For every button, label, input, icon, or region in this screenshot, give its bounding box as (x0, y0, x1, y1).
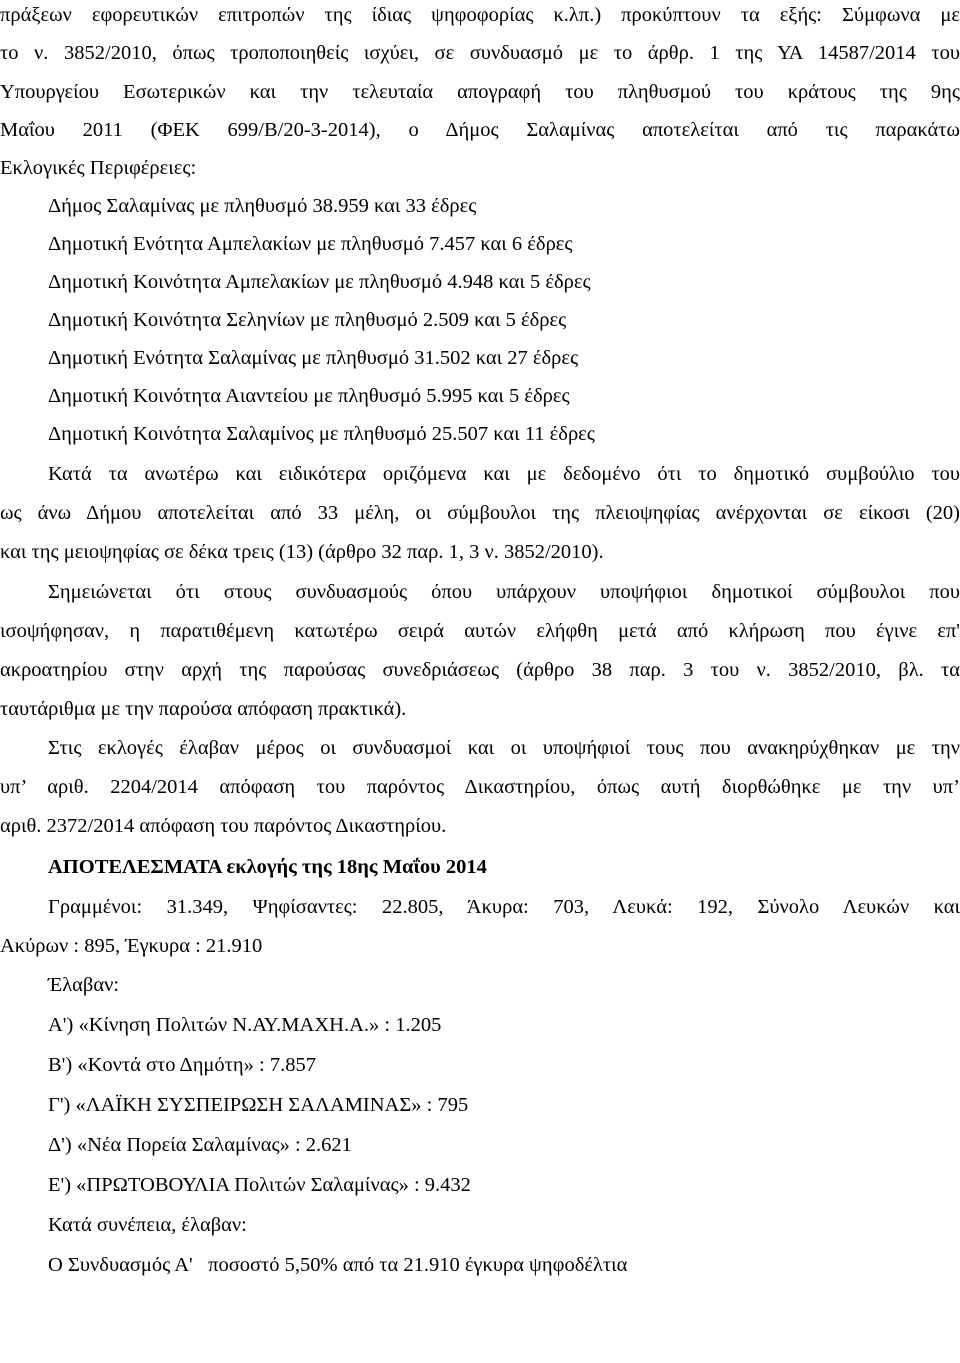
paragraph-line: Ακύρων : 895, Έγκυρα : 21.910 (0, 935, 263, 957)
paragraph-line: Έλαβαν: (48, 974, 120, 996)
district-list-item: Δημοτική Κοινότητα Αιαντείου με πληθυσμό 5.995 και 5 έδρες (48, 385, 570, 407)
district-list-item: Δημοτική Κοινότητα Σεληνίων με πληθυσμό 2.509 και 5 έδρες (48, 309, 567, 331)
paragraph-line: ως άνω Δήμου αποτελείται από 33 μέλη, οι σύμβουλοι της πλειοψηφίας ανέρχονται σε είκοσι (20) (0, 502, 960, 524)
paragraph-line: Γραμμένοι: 31.349, Ψηφίσαντες: 22.805, Άκυρα: 703, Λευκά: 192, Σύνολο Λευκών και (48, 896, 960, 918)
district-list-item: Δημοτική Ενότητα Αμπελακίων με πληθυσμό 7.457 και 6 έδρες (48, 233, 573, 255)
paragraph-line: Υπουργείου Εσωτερικών και την τελευταία απογραφή του πληθυσμού του κράτους της 9ης (0, 81, 960, 103)
coalition-result-item: Α') «Κίνηση Πολιτών Ν.ΑΥ.ΜΑΧΗ.Α.» : 1.205 (48, 1014, 442, 1036)
district-list-item: Δημοτική Κοινότητα Αμπελακίων με πληθυσμό 4.948 και 5 έδρες (48, 271, 591, 293)
paragraph-line: και της μειοψηφίας σε δέκα τρεις (13) (άρθρο 32 παρ. 1, 3 ν. 3852/2010). (0, 541, 604, 563)
paragraph-line: Στις εκλογές έλαβαν μέρος οι συνδυασμοί και οι υποψήφιοί τους που ανακηρύχθηκαν με την (48, 737, 960, 759)
coalition-result-item: Β') «Κοντά στο Δημότη» : 7.857 (48, 1054, 316, 1076)
district-list-item: Δήμος Σαλαμίνας με πληθυσμό 38.959 και 33 έδρες (48, 195, 477, 217)
district-list-item: Δημοτική Ενότητα Σαλαμίνας με πληθυσμό 31.502 και 27 έδρες (48, 347, 579, 369)
coalition-result-item: Δ') «Νέα Πορεία Σαλαμίνας» : 2.621 (48, 1134, 352, 1156)
paragraph-line: ταυτάριθμα με την παρούσα απόφαση πρακτικά). (0, 698, 407, 720)
district-list-item: Δημοτική Κοινότητα Σαλαμίνος με πληθυσμό 25.507 και 11 έδρες (48, 423, 595, 445)
paragraph-line: ισοψήφησαν, η παρατιθέμενη κατωτέρω σειρά αυτών ελήφθη μετά από κλήρωση που έγινε επ' (0, 620, 960, 642)
paragraph-line: Κατά τα ανωτέρω και ειδικότερα οριζόμενα και με δεδομένο ότι το δημοτικό συμβούλιο του (48, 463, 960, 485)
results-heading: ΑΠΟΤΕΛΕΣΜΑΤΑ εκλογής της 18ης Μαΐου 2014 (48, 856, 487, 878)
coalition-result-item: Ε') «ΠΡΩΤΟΒΟΥΛΙΑ Πολιτών Σαλαμίνας» : 9.432 (48, 1174, 471, 1196)
paragraph-line: πράξεων εφορευτικών επιτροπών της ίδιας ψηφοφορίας κ.λπ.) προκύπτουν τα εξής: Σύμφωνα με (0, 4, 960, 26)
paragraph-line: το ν. 3852/2010, όπως τροποποιηθείς ισχύει, σε συνδυασμό με το άρθρ. 1 της ΥΑ 14587/2014 του (0, 42, 960, 64)
paragraph-line: υπ’ αριθ. 2204/2014 απόφαση του παρόντος Δικαστηρίου, όπως αυτή διορθώθηκε με την υπ’ (0, 776, 960, 798)
paragraph-line: Εκλογικές Περιφέρειες: (0, 157, 197, 179)
paragraph-line: ακροατηρίου στην αρχή της παρούσας συνεδριάσεως (άρθρο 38 παρ. 3 του ν. 3852/2010, βλ. τα (0, 659, 960, 681)
paragraph-line: Σημειώνεται ότι στους συνδυασμούς όπου υπάρχουν υποψήφιοι δημοτικοί σύμβουλοι που (48, 581, 960, 603)
coalition-result-item: Γ') «ΛΑΪΚΗ ΣΥΣΠΕΙΡΩΣΗ ΣΑΛΑΜΙΝΑΣ» : 795 (48, 1094, 469, 1116)
paragraph-line: Ο Συνδυασμός Α' ποσοστό 5,50% από τα 21.910 έγκυρα ψηφοδέλτια (48, 1254, 628, 1276)
paragraph-line: αριθ. 2372/2014 απόφαση του παρόντος Δικαστηρίου. (0, 815, 447, 837)
paragraph-line: Μαΐου 2011 (ΦΕΚ 699/Β/20-3-2014), ο Δήμος Σαλαμίνας αποτελείται από τις παρακάτω (0, 119, 960, 141)
paragraph-line: Κατά συνέπεια, έλαβαν: (48, 1214, 247, 1236)
